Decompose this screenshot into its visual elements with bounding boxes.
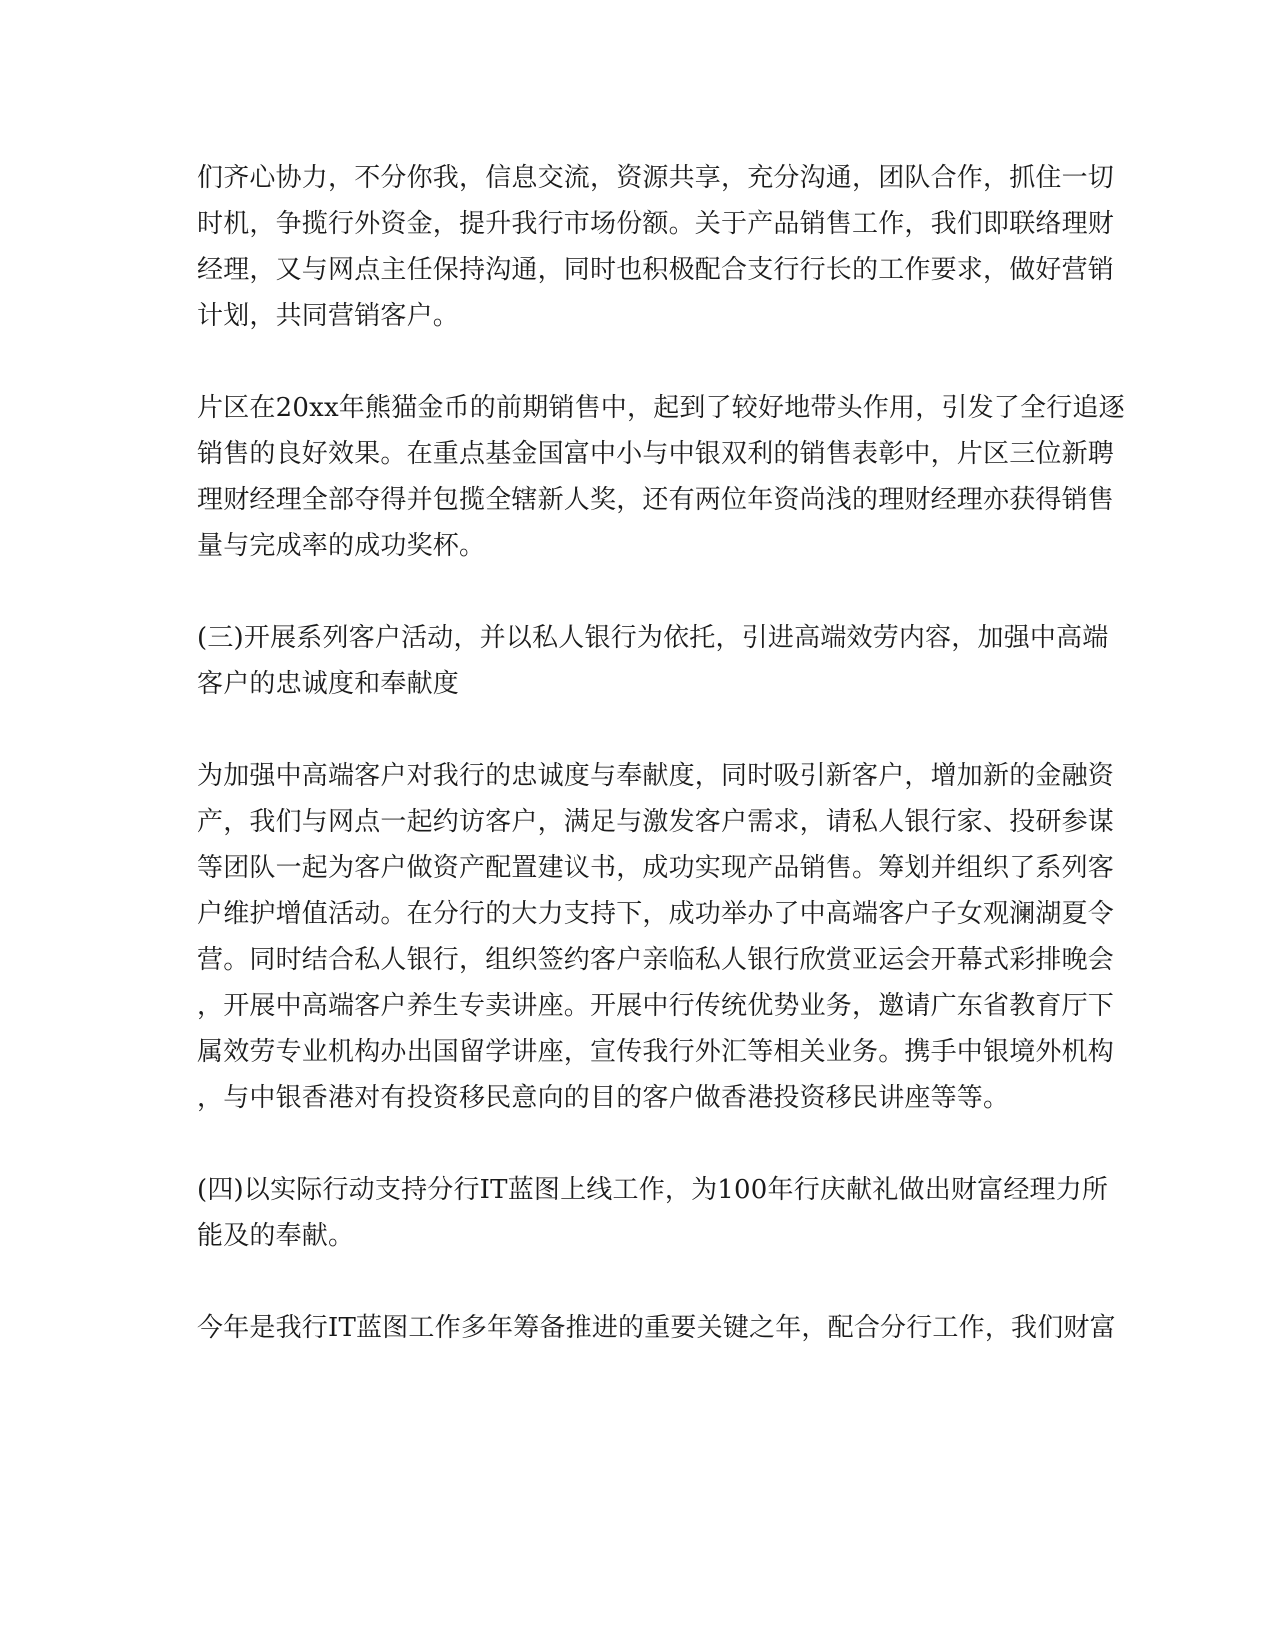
text-line: 片区在20xx年熊猫金币的前期销售中，起到了较好地带头作用，引发了全行追逐 (197, 393, 1125, 423)
text-line: 销售的良好效果。在重点基金国富中小与中银双利的销售表彰中，片区三位新聘 (197, 439, 1115, 469)
text-line: 营。同时结合私人银行，组织签约客户亲临私人银行欣赏亚运会开幕式彩排晚会 (197, 945, 1115, 975)
text-line: 时机，争揽行外资金，提升我行市场份额。关于产品销售工作，我们即联络理财 (197, 209, 1115, 239)
text-line: 量与完成率的成功奖杯。 (197, 531, 486, 561)
text-line: 今年是我行IT蓝图工作多年筹备推进的重要关键之年，配合分行工作，我们财富 (197, 1313, 1116, 1343)
text-line: 计划，共同营销客户。 (197, 301, 460, 331)
text-line: 理财经理全部夺得并包揽全辖新人奖，还有两位年资尚浅的理财经理亦获得销售 (197, 485, 1115, 515)
section-heading-line: 能及的奉献。 (197, 1221, 355, 1251)
section-heading-line: (三)开展系列客户活动，并以私人银行为依托，引进高端效劳内容，加强中高端 (197, 623, 1109, 653)
text-line: 们齐心协力，不分你我，信息交流，资源共享，充分沟通，团队合作，抓住一切 (197, 163, 1115, 193)
text-line: 产，我们与网点一起约访客户，满足与激发客户需求，请私人银行家、投研参谋 (197, 807, 1115, 837)
text-line: ，开展中高端客户养生专卖讲座。开展中行传统优势业务，邀请广东省教育厅下 (197, 991, 1115, 1021)
text-line: 户维护增值活动。在分行的大力支持下，成功举办了中高端客户子女观澜湖夏令 (197, 899, 1115, 929)
text-line: 为加强中高端客户对我行的忠诚度与奉献度，同时吸引新客户，增加新的金融资 (197, 761, 1115, 791)
section-heading-line: 客户的忠诚度和奉献度 (197, 669, 460, 699)
text-line: ，与中银香港对有投资移民意向的目的客户做香港投资移民讲座等等。 (197, 1083, 1010, 1113)
text-line: 经理，又与网点主任保持沟通，同时也积极配合支行行长的工作要求，做好营销 (197, 255, 1115, 285)
section-heading-line: (四)以实际行动支持分行IT蓝图上线工作，为100年行庆献礼做出财富经理力所 (197, 1175, 1109, 1205)
text-line: 等团队一起为客户做资产配置建议书，成功实现产品销售。筹划并组织了系列客 (197, 853, 1115, 883)
text-line: 属效劳专业机构办出国留学讲座，宣传我行外汇等相关业务。携手中银境外机构 (197, 1037, 1115, 1067)
